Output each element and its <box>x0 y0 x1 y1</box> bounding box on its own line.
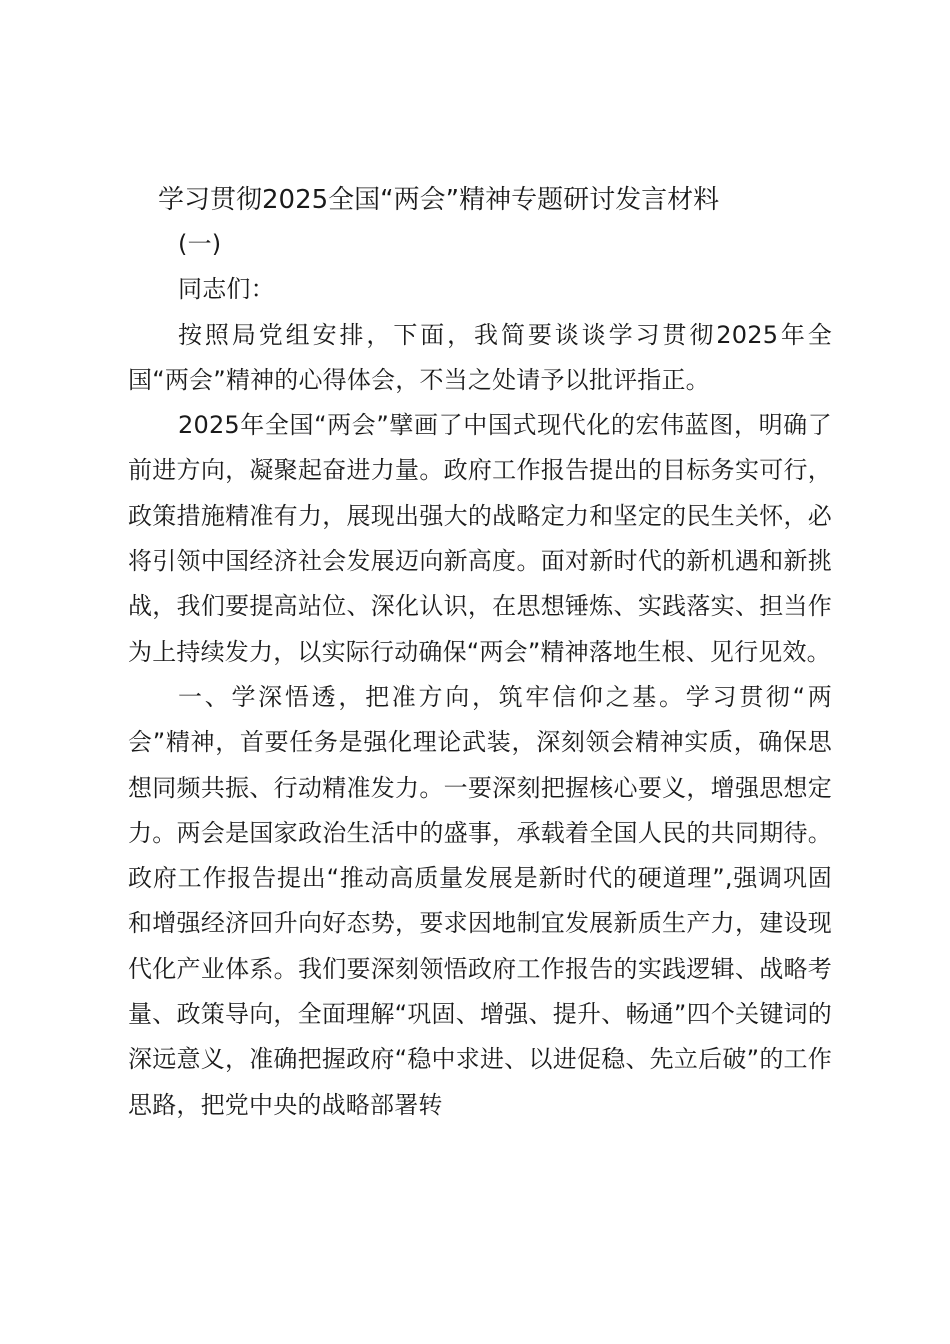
paragraph-overview: 2025年全国“两会”擘画了中国式现代化的宏伟蓝图，明确了前进方向，凝聚起奋进力量。政府工作报告提出的目标务实可行，政策措施精准有力，展现出强大的战略定力和坚定的民生关怀，必将引领中国经济社会发展迈向新高度。面对新时代的新机遇和新挑战，我们要提高站位、深化认识，在思想锤炼、实践落实、担当作为上持续发力，以实际行动确保“两会”精神落地生根、见行见效。 <box>128 411 832 666</box>
section-marker: (一) <box>178 230 222 258</box>
document-title: 学习贯彻2025全国“两会”精神专题研讨发言材料 <box>158 185 720 215</box>
document-page <box>128 178 832 1128</box>
paragraph-intro: 按照局党组安排，下面，我简要谈谈学习贯彻2025年全国“两会”精神的心得体会，不当之处请予以批评指正。 <box>128 320 832 394</box>
salutation: 同志们： <box>178 275 275 304</box>
paragraph-section-one: 一、学深悟透，把准方向，筑牢信仰之基。学习贯彻“两会”精神，首要任务是强化理论武装，深刻领会精神实质，确保思想同频共振、行动精准发力。一要深刻把握核心要义，增强思想定力。两会是国家政治生活中的盛事，承载着全国人民的共同期待。政府工作报告提出“推动高质量发展是新时代的硬道理”,强调巩固和增强经济回升向好态势，要求因地制宜发展新质生产力，建设现代化产业体系。我们要深刻领悟政府工作报告的实践逻辑、战略考量、政策导向，全面理解“巩固、增强、提升、畅通”四个关键词的深远意义，准确把握政府“稳中求进、以进促稳、先立后破”的工作思路，把党中央的战略部署转 <box>128 682 832 1119</box>
